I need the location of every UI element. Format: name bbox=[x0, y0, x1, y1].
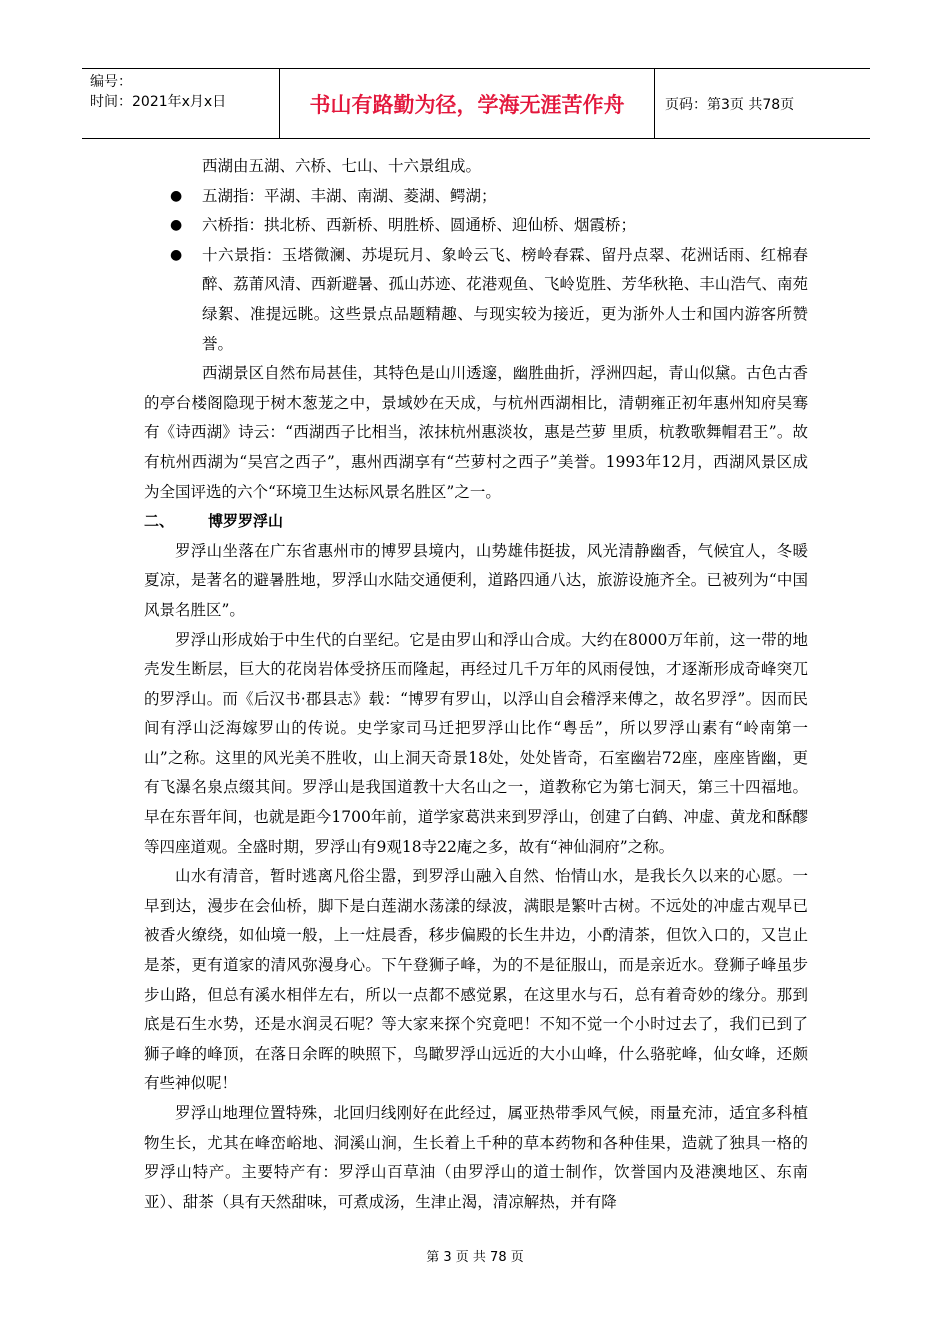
section-heading bbox=[144, 507, 808, 537]
section-title: 博罗罗浮山 bbox=[208, 512, 284, 531]
list-item bbox=[144, 211, 808, 241]
bullet-icon: ● bbox=[170, 217, 183, 234]
header-table bbox=[82, 68, 870, 139]
header-page-label: 页码：第3页 共78页 bbox=[665, 96, 795, 113]
paragraph: 罗浮山坐落在广东省惠州市的博罗县境内，山势雄伟挺拔，风光清静幽香，气候宜人，冬暖夏凉，是著名的避暑胜地，罗浮山水陆交通便利，道路四通八达，旅游设施齐全。已被列为“中国风景名胜区”。 bbox=[144, 541, 808, 619]
paragraph: 西湖景区自然布局甚佳，其特色是山川透邃，幽胜曲折，浮洲四起，青山似黛。古色古香的亭台楼阁隐现于树木葱茏之中，景域妙在天成，与杭州西湖相比，清朝雍正初年惠州知府吴骞有《诗西湖》诗云：“西湖西子比相当，浓抹杭州惠淡妆，惠是苎萝 里质，杭教歌舞帽君王”。故有杭州西湖为“吴宫之西子”，惠州西湖享有“苎萝村之西子”美誉。1993年12月，西湖风景区成为全国评选的六个“环境卫生达标风景名胜区”之一。 bbox=[144, 364, 808, 501]
bullet-icon: ● bbox=[170, 187, 183, 204]
list-item-text: 五湖指：平湖、丰湖、南湖、菱湖、鳄湖； bbox=[202, 186, 497, 205]
list-item bbox=[144, 182, 808, 212]
paragraph: 罗浮山地理位置特殊，北回归线刚好在此经过，属亚热带季风气候，雨量充沛，适宜多科植物生长，尤其在峰峦峪地、洞溪山涧，生长着上千种的草本药物和各种佳果，造就了独具一格的罗浮山特产。主要特产有：罗浮山百草油（由罗浮山的道士制作，饮誉国内及港澳地区、东南亚）、甜茶（具有天然甜味，可煮成汤，生津止渴，清凉解热，并有降 bbox=[144, 1104, 808, 1211]
time-label: 时间：2021年x月x日 bbox=[90, 94, 227, 110]
document-body bbox=[144, 152, 808, 1217]
list-item-text: 十六景指：玉塔微澜、苏堤玩月、象岭云飞、榜岭春霖、留丹点翠、花洲话雨、红棉春醉、荔莆风清、西新避暑、孤山苏迹、花港观鱼、飞岭览胜、芳华秋艳、丰山浩气、南苑绿絮、准提远眺。这些景点品题精趣、与现实较为接近，更为浙外人士和国内游客所赞誉。 bbox=[202, 245, 808, 353]
bullet-icon: ● bbox=[170, 246, 183, 263]
list-item bbox=[144, 241, 808, 359]
section-number: 二、 bbox=[144, 512, 175, 531]
paragraph: 山水有清音，暂时逃离凡俗尘嚣，到罗浮山融入自然、怡情山水，是我长久以来的心愿。一早到达，漫步在会仙桥，脚下是白莲湖水荡漾的绿波，满眼是繁叶古树。不远处的冲虚古观早已被香火缭绕，如仙境一般，上一炷晨香，移步偏殿的长生井边，小酌清茶，但饮入口的，又岂止是茶，更有道家的清风弥漫身心。下午登狮子峰，为的不是征服山，而是亲近水。登狮子峰虽步步山路，但总有溪水相伴左右，所以一点都不感觉累，在这里水与石，总有着奇妙的缘分。那到底是石生水势，还是水润灵石呢？等大家来探个究竟吧！不知不觉一个小时过去了，我们已到了狮子峰的峰顶，在落日余晖的映照下，鸟瞰罗浮山远近的大小山峰，什么骆驼峰，仙女峰，还颇有些神似呢！ bbox=[144, 867, 808, 1093]
paragraph: 罗浮山形成始于中生代的白垩纪。它是由罗山和浮山合成。大约在8000万年前，这一带的地壳发生断层，巨大的花岗岩体受挤压而隆起，再经过几千万年的风雨侵蚀，才逐渐形成奇峰突兀的罗浮山。而《后汉书·郡县志》载：“博罗有罗山，以浮山自会稽浮来傅之，故名罗浮”。因而民间有浮山泛海嫁罗山的传说。史学家司马迁把罗浮山比作“粤岳”，所以罗浮山素有“岭南第一山”之称。这里的风光美不胜收，山上洞天奇景18处，处处皆奇，石室幽岩72座，座座皆幽，更有飞瀑名泉点缀其间。罗浮山是我国道教十大名山之一，道教称它为第七洞天，第三十四福地。早在东晋年间，也就是距今1700年前，道学家葛洪来到罗浮山，创建了白鹤、冲虚、黄龙和酥醪等四座道观。全盛时期，罗浮山有9观18寺22庵之多，故有“神仙洞府”之称。 bbox=[144, 630, 808, 856]
page-footer: 第 3 页 共 78 页 bbox=[426, 1250, 524, 1265]
header-meta bbox=[82, 69, 280, 138]
intro-paragraph: 西湖由五湖、六桥、七山、十六景组成。 bbox=[202, 157, 482, 175]
header-motto: 书山有路勤为径，学海无涯苦作舟 bbox=[280, 69, 655, 138]
code-label: 编号： bbox=[90, 74, 132, 90]
list-item-text: 六桥指：拱北桥、西新桥、明胜桥、圆通桥、迎仙桥、烟霞桥； bbox=[202, 216, 637, 235]
